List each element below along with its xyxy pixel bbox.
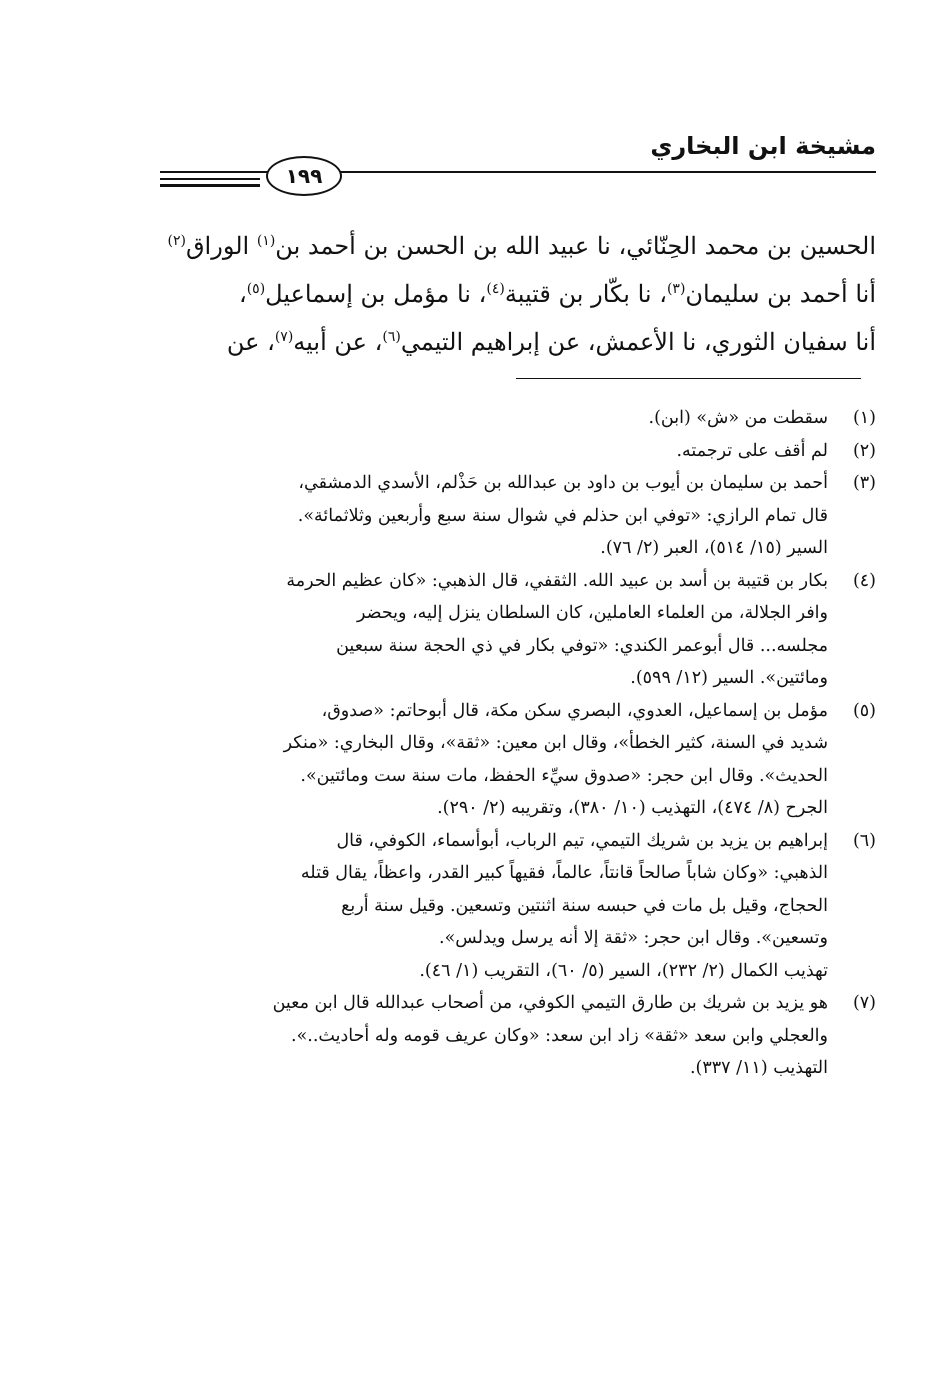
footnote-item xyxy=(150,987,876,1085)
footnote-line: قال تمام الرازي: «توفي ابن حذلم في شوال سنة سبع وأربعين وثلاثمائة». xyxy=(297,505,828,526)
main-text-line: أنا أحمد بن سليمان$^{(٣)}$، نا بكّار بن قتيبة$^{(٤)}$، نا مؤمل بن إسماعيل$^{(٥)}$، xyxy=(238,280,876,308)
header-rule-double xyxy=(160,178,260,180)
footnote-line: شديد في السنة، كثير الخطأ»، وقال ابن معين: «ثقة»، وقال البخاري: «منكر xyxy=(283,733,828,753)
footnote-item xyxy=(150,467,876,565)
footnote-number: (٦) xyxy=(852,830,876,851)
footnote-line: أحمد بن سليمان بن أيوب بن داود بن عبدالله بن حَذْلم، الأسدي الدمشقي، xyxy=(298,473,828,493)
footnote-marker[interactable]: (١) xyxy=(256,233,276,249)
footnote-marker[interactable]: (٣) xyxy=(666,281,686,297)
footnote-item xyxy=(150,695,876,825)
main-text xyxy=(155,222,876,366)
footnote-marker[interactable]: (٤) xyxy=(486,281,505,297)
footnote-marker[interactable]: (٦) xyxy=(382,329,401,345)
footnote-line: الذهبي: «وكان شاباً صالحاً قانتاً، عالماً، فقيهاً كبير القدر، واعظاً، يقال قتله xyxy=(300,863,828,883)
footnote-item xyxy=(150,402,876,435)
footnote-number: (١) xyxy=(852,408,876,428)
header-rule-thick xyxy=(160,184,260,187)
footnote-number: (٤) xyxy=(852,570,876,591)
footnotes xyxy=(150,402,876,1085)
footnote-item xyxy=(150,435,876,468)
footnote-line: مجلسه... قال أبوعمر الكندي: «توفي بكار في ذي الحجة سنة سبعين xyxy=(336,635,828,656)
footnote-line: الحجاج، وقيل بل مات في حبسه سنة اثنتين وتسعين. وقيل سنة أربع xyxy=(341,895,828,916)
footnote-line: السير (١٥/ ٥١٤)، العبر (٢/ ٧٦). xyxy=(600,538,828,558)
footnote-item xyxy=(150,825,876,988)
footnote-number: (٣) xyxy=(852,473,876,493)
footnote-marker[interactable]: (٥) xyxy=(246,281,266,297)
footnote-line: سقطت من «ش» (ابن). xyxy=(648,408,828,428)
footnote-line: بكار بن قتيبة بن أسد بن عبيد الله. الثقفي، قال الذهبي: «كان عظيم الحرمة xyxy=(286,570,828,591)
footnote-number: (٧) xyxy=(852,993,876,1013)
book-title: مشيخة ابن البخاري xyxy=(650,132,876,160)
footnote-line: وافر الجلالة، من العلماء العاملين، كان السلطان ينزل إليه، ويحضر xyxy=(356,603,828,623)
footnote-item xyxy=(150,565,876,695)
footnote-line: إبراهيم بن يزيد بن شريك التيمي، تيم الرباب، أبوأسماء، الكوفي، قال xyxy=(336,830,828,851)
main-text-line: الحسين بن محمد الحِنّائي، نا عبيد الله بن الحسن بن أحمد بن$^{(١)}$ الوراق$^{(٢)}$ xyxy=(167,232,876,260)
footnote-separator xyxy=(516,378,861,379)
footnote-line: ومائتين». السير (١٢/ ٥٩٩). xyxy=(630,668,828,688)
page-number: ١٩٩ xyxy=(266,156,342,196)
footnote-line: لم أقف على ترجمته. xyxy=(676,440,828,461)
main-text-line: أنا سفيان الثوري، نا الأعمش، عن إبراهيم التيمي$^{(٦)}$، عن أبيه$^{(٧)}$، عن xyxy=(226,328,876,356)
footnote-line: هو يزيد بن شريك بن طارق التيمي الكوفي، من أصحاب عبدالله قال ابن معين xyxy=(272,993,828,1013)
footnote-line: تهذيب الكمال (٢/ ٢٣٢)، السير (٥/ ٦٠)، التقريب (١/ ٤٦). xyxy=(419,960,828,981)
footnote-line: التهذيب (١١/ ٣٣٧). xyxy=(689,1058,828,1078)
footnote-line: والعجلي وابن سعد «ثقة» زاد ابن سعد: «وكان عريف قومه وله أحاديث..». xyxy=(291,1025,828,1046)
footnote-line: الجرح (٨/ ٤٧٤)، التهذيب (١٠/ ٣٨٠)، وتقريبه (٢/ ٢٩٠). xyxy=(437,798,828,818)
footnote-number: (٢) xyxy=(852,440,876,461)
footnote-line: مؤمل بن إسماعيل، العدوي، البصري سكن مكة، قال أبوحاتم: «صدوق، xyxy=(321,700,828,721)
footnote-line: الحديث». وقال ابن حجر: «صدوق سيِّء الحفظ، مات سنة ست ومائتين». xyxy=(300,765,828,786)
footnote-marker[interactable]: (٢) xyxy=(167,233,186,249)
footnote-marker[interactable]: (٧) xyxy=(274,329,294,345)
footnote-number: (٥) xyxy=(852,700,876,721)
footnote-line: وتسعين». وقال ابن حجر: «ثقة إلا أنه يرسل ويدلس». xyxy=(439,928,828,948)
